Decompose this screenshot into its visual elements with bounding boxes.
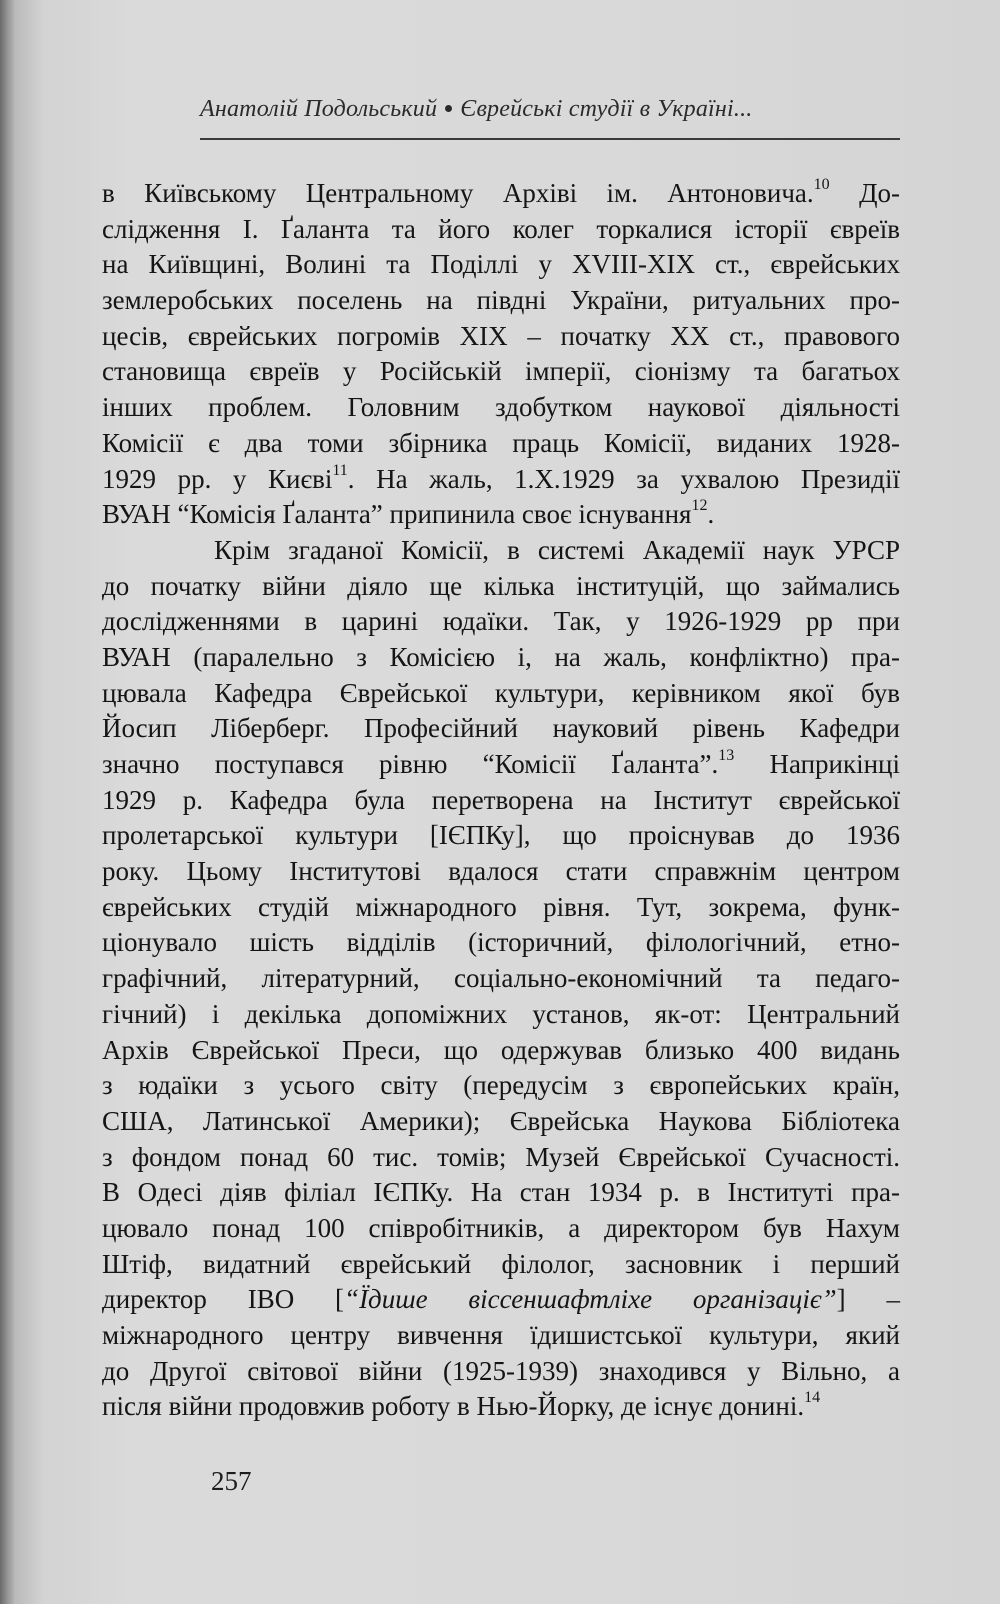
text-segment: гічний) і декілька допоміжних установ, як-от: Центральний [102, 998, 900, 1029]
text-segment: на Київщині, Волині та Поділлі у XVIII-XIX ст., єврейських [102, 249, 900, 280]
text-segment: інших проблем. Головним здобутком наукової діяльності [102, 392, 900, 423]
text-segment: Комісії є два томи збірника праць Комісії, виданих 1928- [102, 427, 900, 458]
footnote-ref: 13 [718, 747, 735, 764]
text-line [102, 1175, 900, 1211]
text-segment: цювала Кафедра Єврейської культури, керівником якої був [102, 677, 900, 708]
text-segment: пролетарської культури [ІЄПКу], що проіснував до 1936 [102, 820, 900, 851]
text-segment: з юдаїки з усього світу (передусім з європейських країн, [102, 1070, 900, 1101]
text-segment: єврейських студій міжнародного рівня. Тут, зокрема, функ- [102, 891, 900, 922]
page-gutter-shadow [0, 0, 14, 1604]
text-segment: слідження І. Ґаланта та його колег торкалися історії євреїв [102, 213, 900, 244]
text-segment: становища євреїв у Російській імперії, сіонізму та багатьох [102, 356, 900, 387]
text-line [102, 247, 900, 283]
text-segment: графічний, літературний, соціально-економічний та педаго- [102, 963, 900, 994]
text-line [102, 1318, 900, 1354]
text-line [102, 569, 900, 605]
text-segment: з фондом понад 60 тис. томів; Музей Єврейської Сучасності. [102, 1141, 900, 1172]
text-segment: Архів Єврейської Преси, що одержував близько 400 видань [102, 1034, 900, 1065]
text-line [102, 961, 900, 997]
text-line [102, 818, 900, 854]
text-line [102, 925, 900, 961]
text-line [102, 1211, 900, 1247]
text-segment: . На жаль, 1.X.1929 за ухвалою Президії [347, 463, 901, 494]
text-segment: дослідженнями в царині юдаїки. Так, у 1926-1929 рр при [102, 606, 900, 637]
text-line [102, 890, 900, 926]
text-segment: Штіф, видатний єврейський філолог, засновник і перший [102, 1248, 900, 1279]
text-segment: директор ІВО [ [102, 1284, 345, 1315]
text-segment: міжнародного центру вивчення їдишистської культури, який [102, 1320, 900, 1350]
text-segment: до початку війни діяло ще кілька інституцій, що займались [102, 570, 900, 601]
bullet-separator-icon [445, 105, 452, 112]
text-segment: землеробських поселень на півдні України, ритуальних про- [102, 285, 900, 316]
text-segment: значно поступався рівню “Комісії Ґаланта”. [102, 749, 719, 779]
text-line [102, 604, 900, 640]
text-line [102, 1033, 900, 1069]
text-line [102, 1389, 900, 1425]
text-line [102, 676, 900, 712]
text-segment: після війни продовжив роботу в Нью-Йорку, де існує донині. [102, 1391, 805, 1422]
footnote-ref: 11 [332, 461, 348, 479]
text-segment: Крім згаданої Комісії, в системі Академії наук УРСР [214, 534, 900, 565]
text-line [102, 1140, 900, 1176]
italic-text: “Їдише віссеншафтліхе організаціє” [344, 1284, 837, 1315]
text-line [102, 1282, 900, 1318]
text-segment: 1929 р. Кафедра була перетворена на Інститут єврейської [102, 784, 900, 815]
text-segment: До- [829, 178, 900, 208]
text-line [102, 426, 900, 462]
text-line [102, 997, 900, 1033]
text-line [102, 319, 900, 355]
text-line [102, 497, 900, 533]
text-line [102, 747, 900, 783]
text-line [102, 462, 900, 498]
text-segment: ] – [836, 1284, 900, 1315]
text-segment: в Київському Центральному Архіві ім. Антоновича. [102, 178, 814, 208]
text-segment: . [707, 499, 715, 530]
text-segment: року. Цьому Інститутові вдалося стати справжнім центром [102, 856, 900, 887]
text-segment: США, Латинської Америки); Єврейська Наукова Бібліотека [102, 1105, 900, 1136]
text-segment: до Другої світової війни (1925-1939) знаходився у Вільно, а [102, 1355, 900, 1386]
text-line [102, 176, 900, 212]
running-head-title: Єврейські студії в Україні... [460, 96, 753, 122]
text-segment: 1929 рр. у Києві [102, 463, 333, 494]
footnote-ref: 14 [804, 1389, 821, 1407]
text-line [102, 783, 900, 819]
text-line [102, 283, 900, 319]
text-line [102, 854, 900, 890]
text-line [102, 1068, 900, 1104]
footnote-ref: 12 [691, 497, 708, 515]
text-segment: Наприкінці [734, 749, 901, 779]
text-segment: цювало понад 100 співробітників, а директором був Нахум [102, 1212, 900, 1243]
text-segment: В Одесі діяв філіал ІЄПКу. На стан 1934 р. в Інституті пра- [102, 1177, 900, 1208]
page-number: 257 [211, 1466, 252, 1496]
text-line [102, 1354, 900, 1390]
text-line [102, 212, 900, 248]
text-segment: ціонувало шість відділів (історичний, філологічний, етно- [102, 927, 900, 958]
text-line [102, 711, 900, 747]
text-line [102, 354, 900, 390]
text-segment: ВУАН (паралельно з Комісією і, на жаль, конфліктно) пра- [102, 641, 900, 672]
text-segment: цесів, єврейських погромів XIX – початку XX ст., правового [102, 320, 900, 351]
text-line [102, 640, 900, 676]
text-line [102, 390, 900, 426]
text-line [102, 533, 900, 569]
text-segment: ВУАН “Комісія Ґаланта” припинила своє існування [102, 499, 692, 530]
text-line [102, 1104, 900, 1140]
text-segment: Йосип Ліберберг. Професійний науковий рівень Кафедри [102, 713, 900, 744]
text-line [102, 1247, 900, 1283]
body-text [102, 176, 900, 1425]
running-head-author: Анатолій Подольський [200, 96, 438, 122]
running-head [200, 96, 900, 123]
footnote-ref: 10 [813, 176, 830, 193]
header-rule [200, 138, 900, 140]
